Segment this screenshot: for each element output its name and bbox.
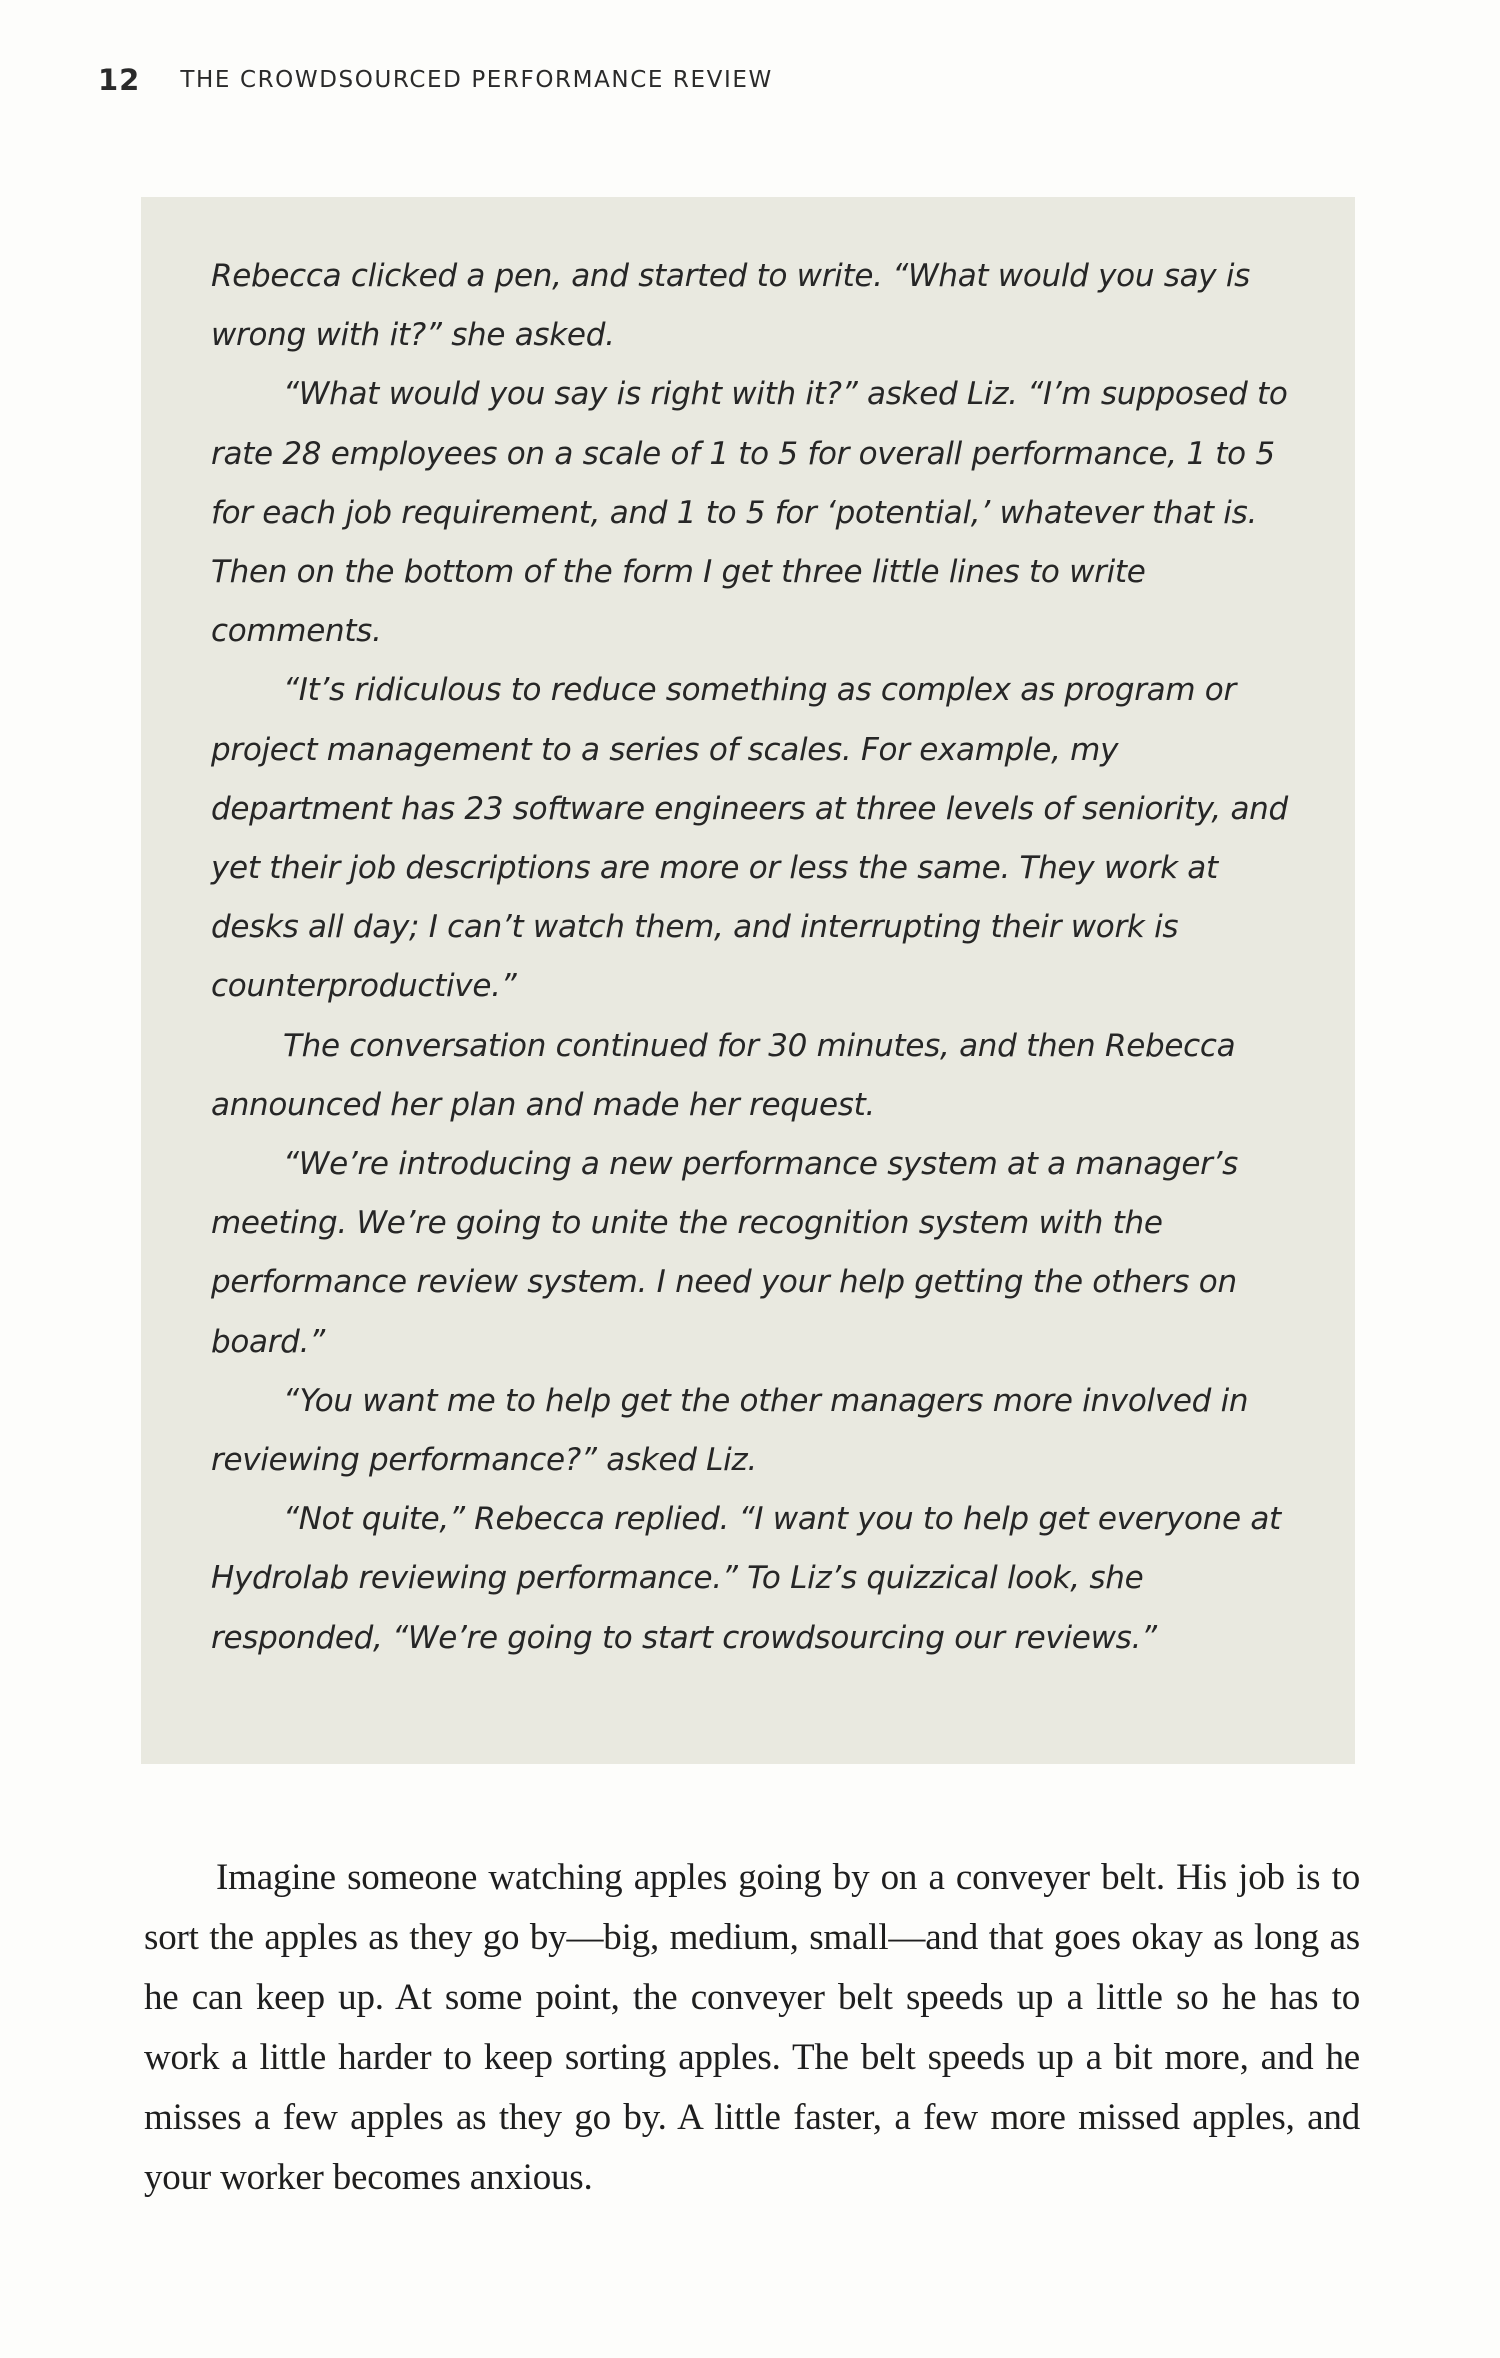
sidebar-paragraph: “Not quite,” Rebecca replied. “I want you to help get everyone at Hydrolab reviewing performance.” To Liz’s quizzical look, she responded, “We’re going to start crowdsourcing our reviews.” (211, 1501, 1281, 1656)
sidebar-box (141, 197, 1355, 1764)
body-text (144, 1848, 1360, 2208)
body-paragraph: Imagine someone watching apples going by on a conveyer belt. His job is to sort the apples as they go by—big, medium, small—and that goes okay as long as he can keep up. At some point, the conveyer belt speeds up a little so he has to work a little harder to keep sorting apples. The belt speeds up a bit more, and he misses a few apples as they go by. A little faster, a few more missed apples, and your worker becomes anxious. (144, 1857, 1360, 2198)
sidebar-paragraph: “What would you say is right with it?” asked Liz. “I’m supposed to rate 28 employees on a scale of 1 to 5 for overall performance, 1 to 5 for each job requirement, and 1 to 5 for ‘potential,’ whatever that is. Then on the bottom of the form I get three little lines to write comments. (211, 376, 1288, 650)
sidebar-paragraph: “It’s ridiculous to reduce something as complex as program or project management to a series of scales. For example, my department has 23 software engineers at three levels of seniority, and yet their job descriptions are more or less the same. They work at desks all day; I can’t watch them, and interrupting their work is counterproductive.” (211, 672, 1288, 1005)
book-title: THE CROWDSOURCED PERFORMANCE REVIEW (180, 67, 773, 93)
sidebar-paragraph: The conversation continued for 30 minutes, and then Rebecca announced her plan and made her request. (211, 1027, 1236, 1123)
sidebar-paragraph: Rebecca clicked a pen, and started to write. “What would you say is wrong with it?” she asked. (211, 258, 1251, 354)
running-head (98, 60, 773, 100)
page-number: 12 (98, 63, 141, 97)
sidebar-paragraph: “You want me to help get the other managers more involved in reviewing performance?” asked Liz. (211, 1382, 1249, 1479)
sidebar-paragraph: “We’re introducing a new performance system at a manager’s meeting. We’re going to unite the recognition system with the performance review system. I need your help getting the others on board.” (211, 1146, 1239, 1360)
